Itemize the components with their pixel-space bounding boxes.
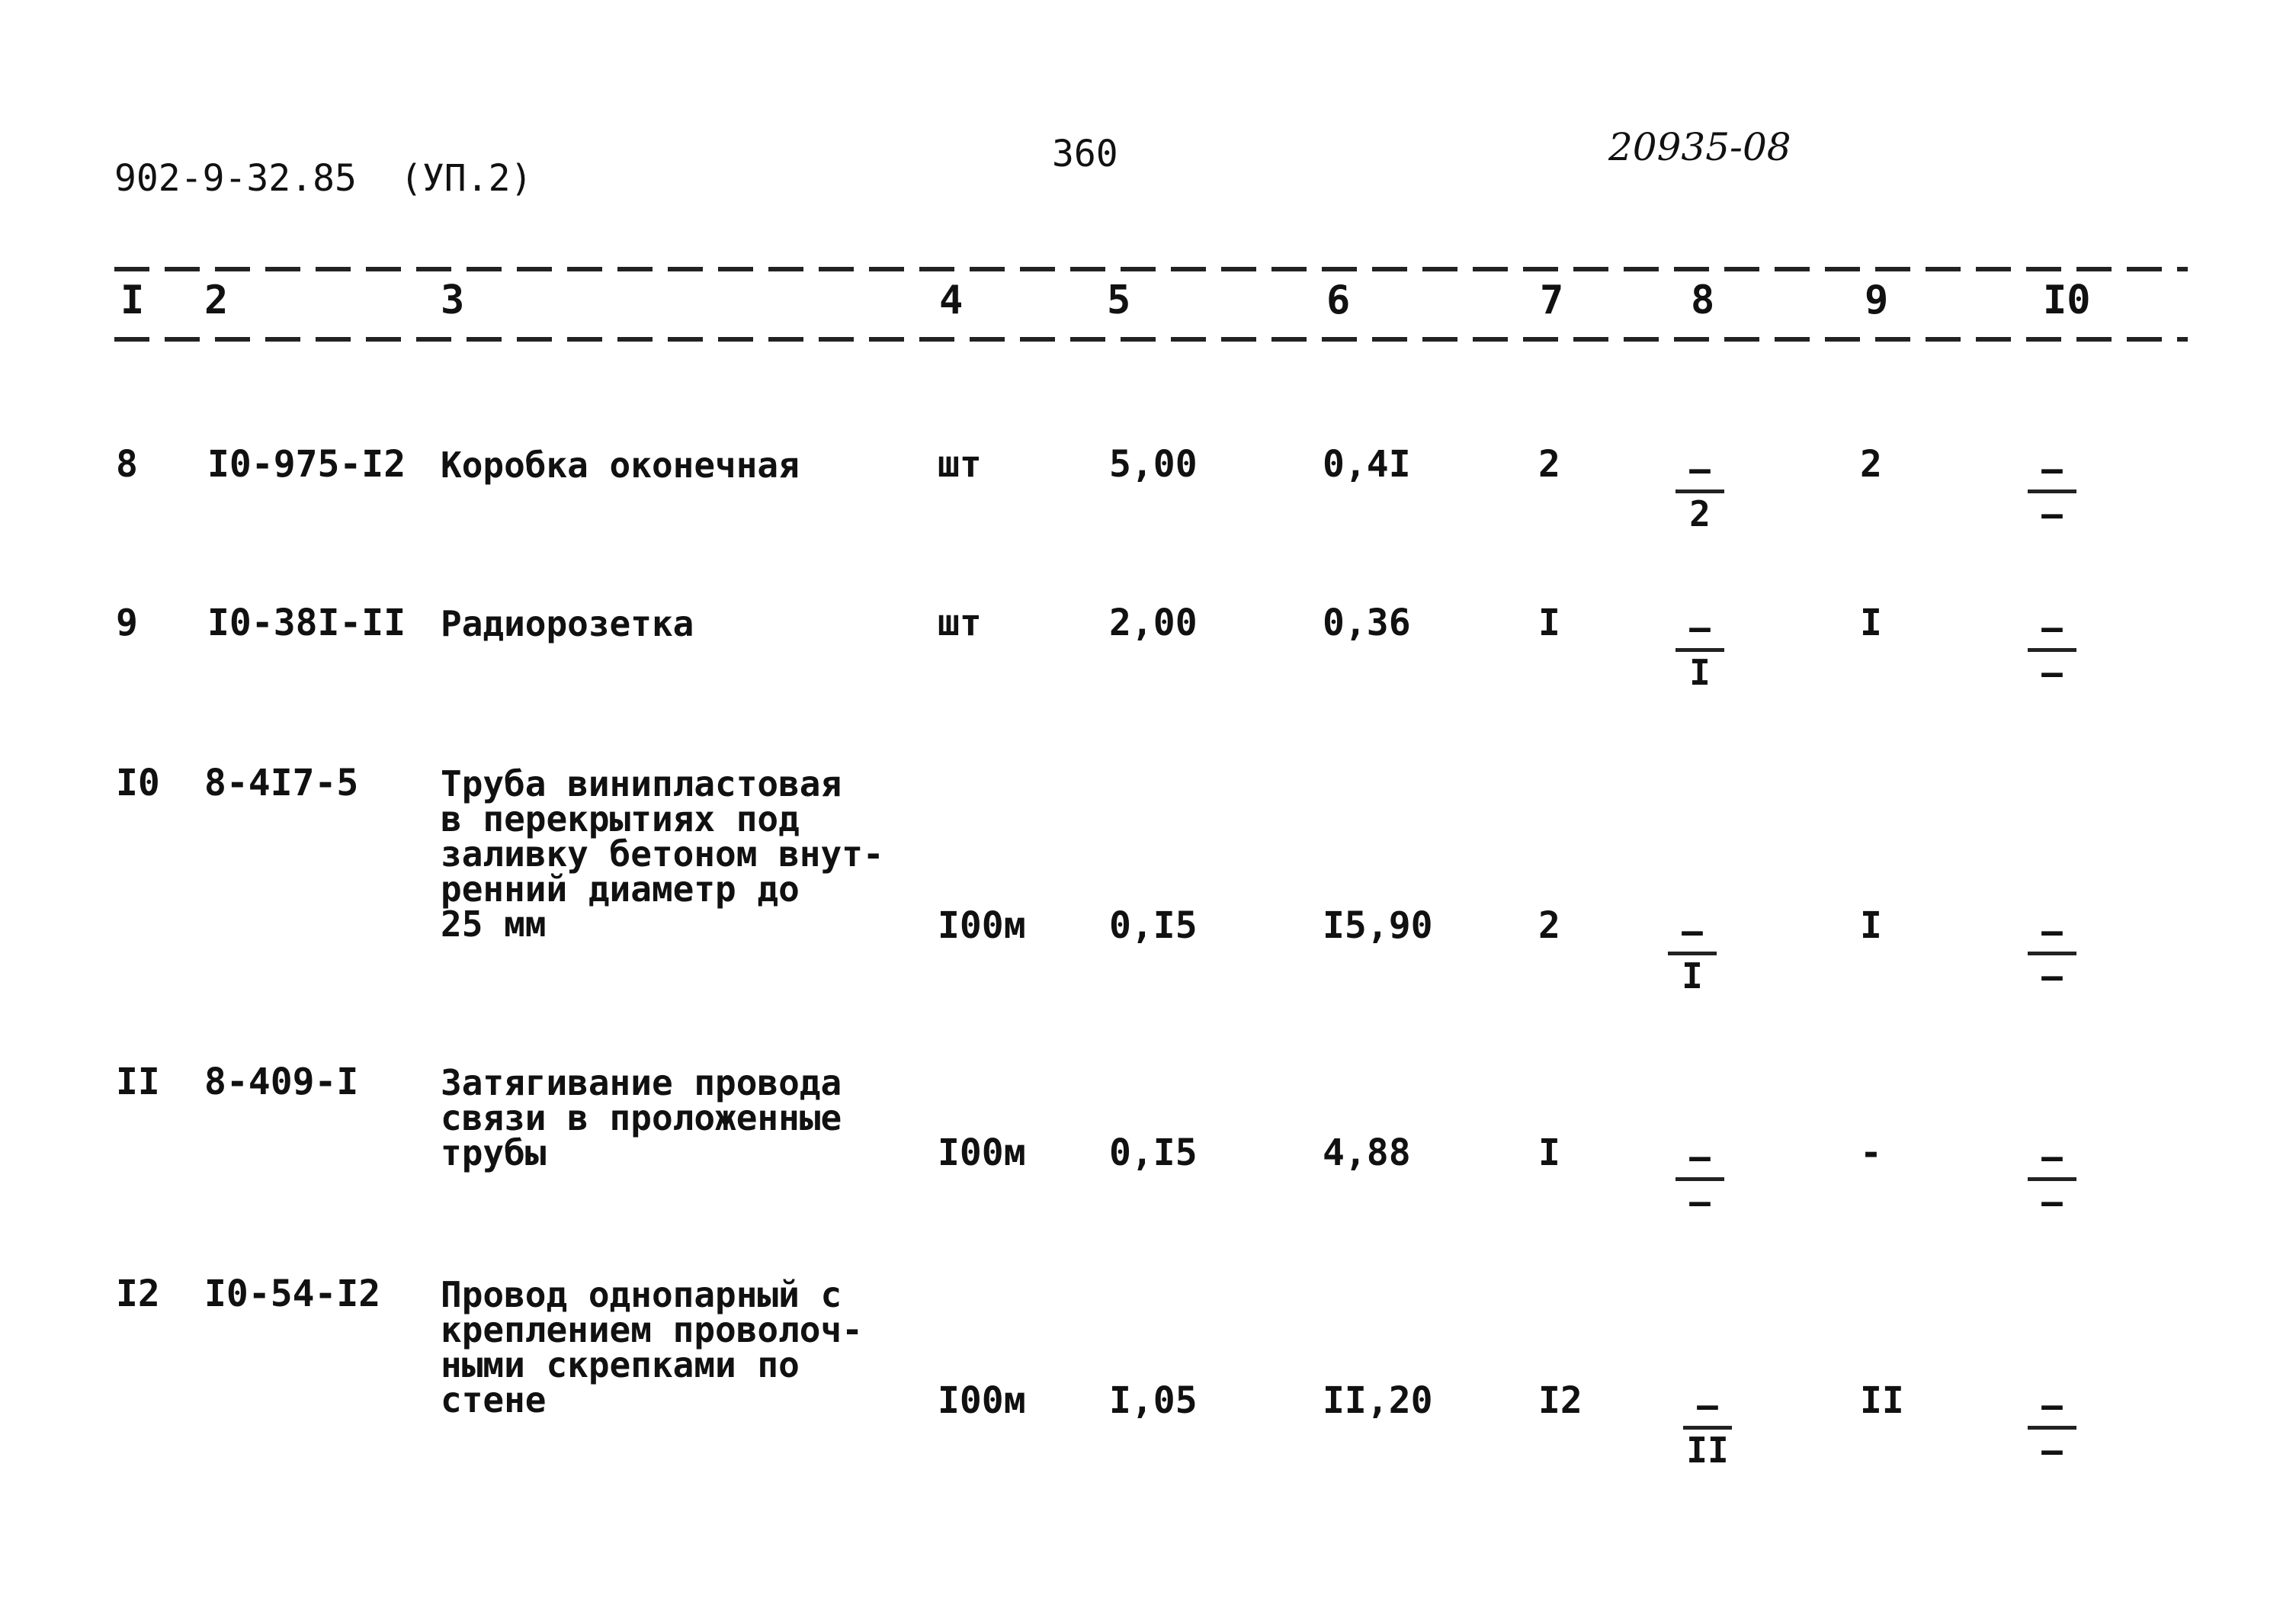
work-description — [441, 445, 800, 486]
fraction-denominator: – — [2041, 652, 2063, 693]
description-line: Труба винипластовая — [441, 763, 842, 804]
rate-code: I0-975-I2 — [207, 443, 406, 486]
fraction-denominator: II — [1686, 1430, 1729, 1471]
column-7-value: I2 — [1538, 1379, 1583, 1422]
column-9-value: II — [1860, 1379, 1904, 1422]
rate-code: 8-4I7-5 — [204, 762, 359, 804]
column-7-value: 2 — [1538, 443, 1560, 486]
column-7-value: I — [1538, 602, 1560, 644]
fraction-numerator: – — [1689, 448, 1711, 490]
description-line: в перекрытиях под — [441, 798, 800, 839]
rate-value: 0,4I — [1323, 443, 1411, 486]
column-9-value: 2 — [1860, 443, 1882, 486]
table-header-rule — [114, 337, 2188, 342]
fraction-numerator: – — [1682, 910, 1703, 952]
fraction-numerator: – — [1697, 1385, 1718, 1426]
unit: шт — [938, 443, 982, 486]
description-line: Коробка оконечная — [441, 445, 800, 486]
column-number-1: I — [120, 278, 145, 323]
description-line: креплением проволоч- — [441, 1309, 863, 1350]
rate-value: I5,90 — [1323, 904, 1433, 947]
description-line: 25 мм — [441, 904, 547, 945]
rate-value: 4,88 — [1323, 1131, 1411, 1174]
page-number: 360 — [1052, 133, 1118, 175]
column-number-3: 3 — [441, 278, 465, 323]
description-line: заливку бетоном внут- — [441, 833, 884, 875]
description-line: стене — [441, 1379, 547, 1420]
row-number: I2 — [116, 1273, 160, 1315]
fraction-numerator: – — [2041, 1385, 2063, 1426]
work-description — [441, 1062, 842, 1173]
rate-value: II,20 — [1323, 1379, 1433, 1422]
column-number-5: 5 — [1107, 278, 1131, 323]
unit: I00м — [938, 1379, 1026, 1422]
description-line: ными скрепками по — [441, 1344, 800, 1385]
column-number-8: 8 — [1691, 278, 1715, 323]
row-number: 8 — [116, 443, 138, 486]
column-number-6: 6 — [1326, 278, 1351, 323]
column-number-2: 2 — [204, 278, 229, 323]
rate-code: 8-409-I — [204, 1061, 359, 1103]
rate-code: I0-54-I2 — [204, 1273, 381, 1315]
rate-value: 0,36 — [1323, 602, 1411, 644]
document-part: (УП.2) — [400, 157, 533, 200]
work-description — [441, 603, 694, 644]
unit: I00м — [938, 904, 1026, 947]
column-9-value: - — [1860, 1131, 1882, 1174]
fraction-denominator: – — [2041, 1181, 2063, 1222]
fraction-denominator: – — [2041, 493, 2063, 534]
column-8-fraction — [1669, 1136, 1730, 1222]
description-line: связи в проложенные — [441, 1097, 842, 1138]
description-line: трубы — [441, 1132, 547, 1173]
column-8-fraction — [1662, 910, 1723, 997]
quantity: 5,00 — [1109, 443, 1198, 486]
quantity: I,05 — [1109, 1379, 1198, 1422]
column-10-fraction — [2022, 448, 2083, 534]
description-line: Затягивание провода — [441, 1062, 842, 1103]
fraction-numerator: – — [1689, 607, 1711, 648]
description-line: ренний диаметр до — [441, 868, 800, 910]
column-7-value: I — [1538, 1131, 1560, 1174]
fraction-denominator: – — [2041, 955, 2063, 997]
column-number-9: 9 — [1865, 278, 1889, 323]
column-10-fraction — [2022, 607, 2083, 693]
quantity: 2,00 — [1109, 602, 1198, 644]
column-10-fraction — [2022, 1136, 2083, 1222]
work-description — [441, 763, 884, 945]
fraction-numerator: – — [1689, 1136, 1711, 1177]
column-number-4: 4 — [939, 278, 964, 323]
document-code: 902-9-32.85 — [114, 157, 357, 200]
column-number-10: I0 — [2043, 278, 2091, 323]
table-top-rule — [114, 267, 2188, 271]
fraction-denominator: 2 — [1689, 493, 1711, 534]
description-line: Провод однопарный с — [441, 1274, 842, 1315]
rate-code: I0-38I-II — [207, 602, 406, 644]
quantity: 0,I5 — [1109, 1131, 1198, 1174]
fraction-denominator: – — [2041, 1430, 2063, 1471]
fraction-denominator: I — [1689, 652, 1711, 693]
column-7-value: 2 — [1538, 904, 1560, 947]
row-number: II — [116, 1061, 160, 1103]
fraction-numerator: – — [2041, 910, 2063, 952]
row-number: 9 — [116, 602, 138, 644]
column-8-fraction — [1677, 1385, 1738, 1471]
fraction-numerator: – — [2041, 607, 2063, 648]
column-8-fraction — [1669, 448, 1730, 534]
description-line: Радиорозетка — [441, 603, 694, 644]
fraction-numerator: – — [2041, 1136, 2063, 1177]
fraction-denominator: I — [1682, 955, 1703, 997]
column-10-fraction — [2022, 1385, 2083, 1471]
archive-number: 20935-08 — [1608, 125, 1791, 169]
row-number: I0 — [116, 762, 160, 804]
column-9-value: I — [1860, 904, 1882, 947]
unit: шт — [938, 602, 982, 644]
work-description — [441, 1274, 863, 1420]
unit: I00м — [938, 1131, 1026, 1174]
column-10-fraction — [2022, 910, 2083, 997]
column-8-fraction — [1669, 607, 1730, 693]
fraction-numerator: – — [2041, 448, 2063, 490]
column-number-7: 7 — [1540, 278, 1564, 323]
fraction-denominator: – — [1689, 1181, 1711, 1222]
column-9-value: I — [1860, 602, 1882, 644]
quantity: 0,I5 — [1109, 904, 1198, 947]
